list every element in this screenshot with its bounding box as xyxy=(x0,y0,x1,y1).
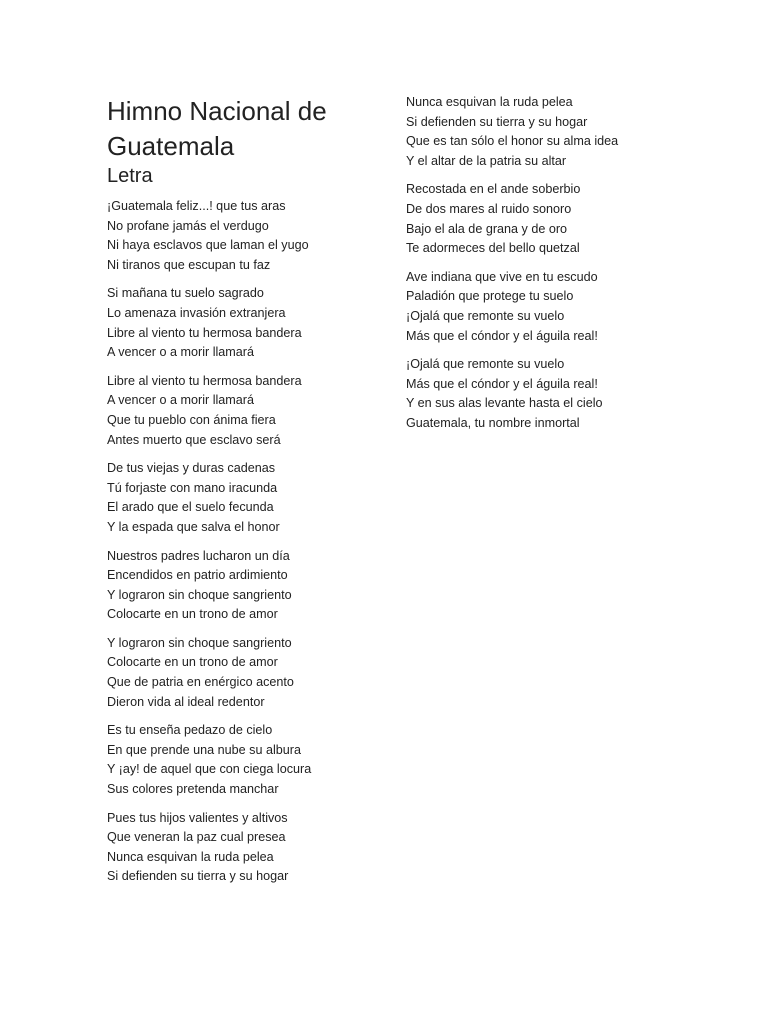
left-stanzas xyxy=(107,197,377,887)
verse-line: Si mañana tu suelo sagrado xyxy=(107,286,264,301)
verse-line: Libre al viento tu hermosa bandera xyxy=(107,325,302,340)
stanza xyxy=(107,197,377,275)
stanza xyxy=(107,809,377,887)
verse-line: Nuestros padres lucharon un día xyxy=(107,548,290,563)
stanza xyxy=(107,547,377,625)
verse-line: ¡Guatemala feliz...! que tus aras xyxy=(107,199,286,213)
verse-line: Encendidos en patrio ardimiento xyxy=(107,568,288,583)
verse-line: Nunca esquivan la ruda pelea xyxy=(107,849,274,864)
verse-line: En que prende una nube su albura xyxy=(107,742,301,757)
verse-line: Bajo el ala de grana y de oro xyxy=(406,221,568,236)
verse-line: Ni haya esclavos que laman el yugo xyxy=(107,238,309,253)
verse-line: Y lograron sin choque sangriento xyxy=(107,587,292,602)
verse-line: Libre al viento tu hermosa bandera xyxy=(107,373,302,388)
verse-line: Ave indiana que vive en tu escudo xyxy=(406,269,598,284)
stanza xyxy=(406,268,706,346)
verse-line: Y la espada que salva el honor xyxy=(107,519,280,534)
right-column xyxy=(406,93,706,443)
verse-line: Que veneran la paz cual presea xyxy=(107,830,286,845)
verse-line: Que es tan sólo el honor su alma idea xyxy=(406,134,619,149)
stanza xyxy=(406,93,706,171)
verse-line: ¡Ojalá que remonte su vuelo xyxy=(406,357,565,372)
verse-line: Dieron vida al ideal redentor xyxy=(107,694,265,709)
verse-line: De tus viejas y duras cadenas xyxy=(107,461,276,476)
verse-line: A vencer o a morir llamará xyxy=(107,345,254,360)
stanza xyxy=(107,634,377,712)
verse-line: Te adormeces del bello quetzal xyxy=(406,241,580,256)
verse-line: ¡Ojalá que remonte su vuelo xyxy=(406,308,565,323)
verse-line: Si defienden su tierra y su hogar xyxy=(406,114,588,129)
verse-line: El arado que el suelo fecunda xyxy=(107,500,274,515)
left-column xyxy=(107,94,377,896)
verse-line: Antes muerto que esclavo será xyxy=(107,432,281,447)
page-title: Himno Nacional de Guatemala xyxy=(107,96,327,161)
verse-line: Que tu pueblo con ánima fiera xyxy=(107,412,276,427)
verse-line: A vencer o a morir llamará xyxy=(107,393,254,408)
verse-line: Sus colores pretenda manchar xyxy=(107,782,279,797)
right-stanzas xyxy=(406,93,706,434)
verse-line: Y ¡ay! de aquel que con ciega locura xyxy=(107,762,312,777)
verse-line: Paladión que protege tu suelo xyxy=(406,289,574,304)
verse-line: Guatemala, tu nombre inmortal xyxy=(406,415,580,430)
stanza xyxy=(107,459,377,537)
stanza xyxy=(406,180,706,258)
stanza xyxy=(107,284,377,362)
verse-line: Lo amenaza invasión extranjera xyxy=(107,305,286,320)
verse-line: Pues tus hijos valientes y altivos xyxy=(107,810,288,825)
verse-line: No profane jamás el verdugo xyxy=(107,218,269,233)
stanza xyxy=(406,355,706,433)
verse-line: Y el altar de la patria su altar xyxy=(406,153,567,168)
verse-line: De dos mares al ruido sonoro xyxy=(406,201,572,216)
page-subtitle: Letra xyxy=(107,165,153,187)
verse-line: Y lograron sin choque sangriento xyxy=(107,635,292,650)
verse-line: Colocarte en un trono de amor xyxy=(107,607,278,622)
verse-line: Nunca esquivan la ruda pelea xyxy=(406,95,573,109)
stanza xyxy=(107,721,377,799)
stanza xyxy=(107,372,377,450)
verse-line: Recostada en el ande soberbio xyxy=(406,182,581,197)
verse-line: Y en sus alas levante hasta el cielo xyxy=(406,396,603,411)
verse-line: Es tu enseña pedazo de cielo xyxy=(107,723,273,738)
verse-line: Que de patria en enérgico acento xyxy=(107,675,294,690)
verse-line: Ni tiranos que escupan tu faz xyxy=(107,257,271,272)
verse-line: Tú forjaste con mano iracunda xyxy=(107,480,278,495)
verse-line: Más que el cóndor y el águila real! xyxy=(406,328,598,343)
verse-line: Más que el cóndor y el águila real! xyxy=(406,376,598,391)
verse-line: Colocarte en un trono de amor xyxy=(107,655,278,670)
verse-line: Si defienden su tierra y su hogar xyxy=(107,869,289,884)
